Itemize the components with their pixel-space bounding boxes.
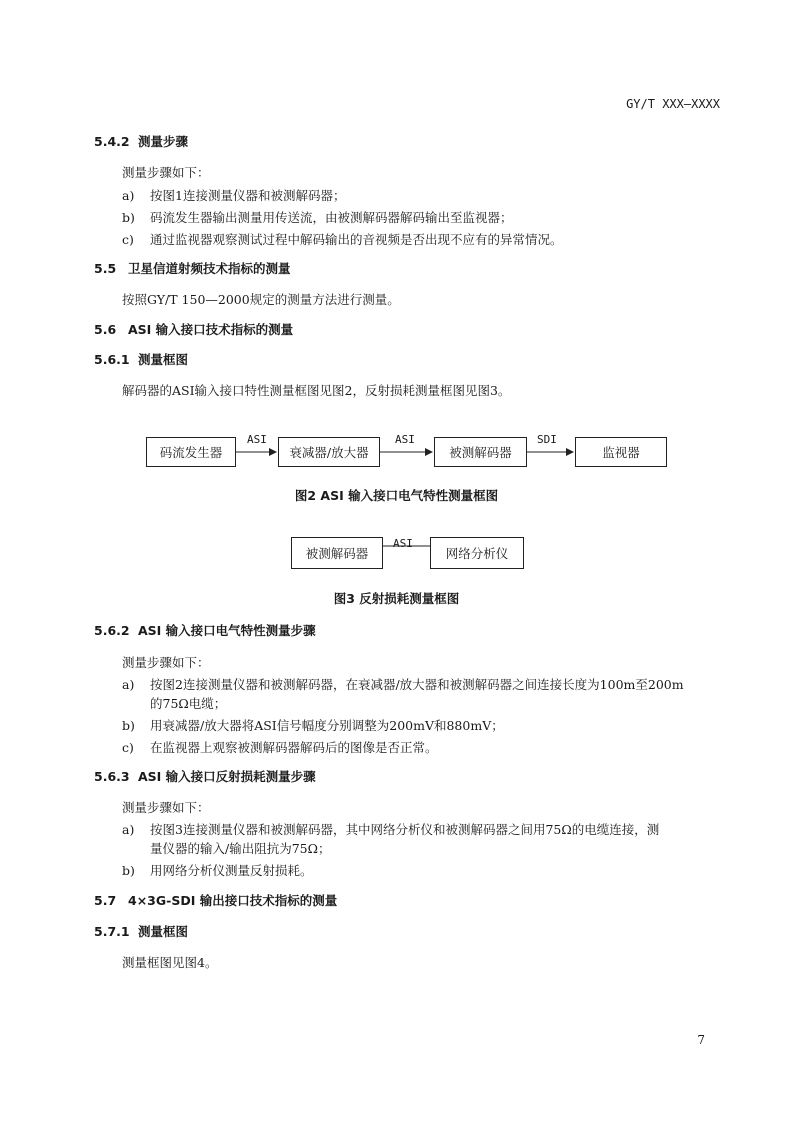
list-text: 码流发生器输出测量用传送流，由被测解码器解码输出至监视器； bbox=[150, 210, 513, 225]
monitor-box: 监视器 bbox=[575, 437, 667, 467]
section-title: 测量框图 bbox=[138, 924, 189, 939]
section-number: 5.6.3 bbox=[94, 769, 130, 784]
signal-generator-box: 码流发生器 bbox=[146, 437, 236, 467]
link-label-asi: ASI bbox=[395, 433, 415, 446]
list-marker: b) bbox=[122, 210, 135, 225]
link-label-asi: ASI bbox=[247, 433, 267, 446]
figure-2-caption: 图2 ASI 输入接口电气特性测量框图 bbox=[294, 488, 499, 503]
list-marker: b) bbox=[122, 863, 135, 878]
list-text: 用网络分析仪测量反射损耗。 bbox=[150, 863, 313, 878]
attenuator-amplifier-box: 衰减器/放大器 bbox=[278, 437, 380, 467]
page-number: 7 bbox=[697, 1033, 705, 1047]
section-number: 5.6.2 bbox=[94, 623, 130, 638]
section-5-6-2-heading bbox=[94, 621, 316, 639]
list-marker: b) bbox=[122, 718, 135, 733]
section-title: 4×3G-SDI 输出接口技术指标的测量 bbox=[128, 893, 338, 908]
list-item bbox=[122, 861, 313, 879]
section-title: ASI 输入接口电气特性测量步骤 bbox=[138, 623, 316, 638]
list-marker: a) bbox=[122, 188, 135, 203]
section-5-7-1-heading bbox=[94, 922, 188, 940]
document-code: GY/T XXX—XXXX bbox=[626, 97, 720, 111]
list-item-continuation: 量仪器的输入/输出阻抗为75Ω； bbox=[150, 841, 331, 856]
list-marker: c) bbox=[122, 232, 134, 247]
section-number: 5.5 bbox=[94, 261, 117, 276]
decoder-under-test-box: 被测解码器 bbox=[291, 537, 383, 569]
link-label-sdi: SDI bbox=[537, 433, 557, 446]
section-title: 卫星信道射频技术指标的测量 bbox=[128, 261, 291, 276]
list-text: 在监视器上观察被测解码器解码后的图像是否正常。 bbox=[150, 740, 438, 755]
figure-3-caption: 图3 反射损耗测量框图 bbox=[333, 591, 460, 606]
list-text: 按图3连接测量仪器和被测解码器，其中网络分析仪和被测解码器之间用75Ω的电缆连接，测 bbox=[150, 822, 660, 837]
paragraph: 测量框图见图4。 bbox=[122, 955, 218, 970]
section-5-7-heading bbox=[94, 891, 337, 909]
link-label-asi: ASI bbox=[393, 537, 413, 550]
list-text: 按图2连接测量仪器和被测解码器，在衰减器/放大器和被测解码器之间连接长度为100m至200m bbox=[150, 677, 684, 692]
paragraph: 测量步骤如下： bbox=[122, 800, 210, 815]
section-title: 测量步骤 bbox=[138, 134, 189, 149]
section-number: 5.7.1 bbox=[94, 924, 130, 939]
section-number: 5.6 bbox=[94, 322, 117, 337]
decoder-under-test-box: 被测解码器 bbox=[434, 437, 527, 467]
list-item bbox=[122, 716, 504, 734]
section-number: 5.7 bbox=[94, 893, 117, 908]
list-text: 按图1连接测量仪器和被测解码器； bbox=[150, 188, 346, 203]
list-marker: a) bbox=[122, 822, 135, 837]
list-item bbox=[122, 820, 659, 838]
list-text: 用衰减器/放大器将ASI信号幅度分别调整为200mV和880mV； bbox=[150, 718, 504, 733]
section-number: 5.4.2 bbox=[94, 134, 130, 149]
section-title: 测量框图 bbox=[138, 352, 189, 367]
paragraph: 测量步骤如下： bbox=[122, 165, 210, 180]
section-title: ASI 输入接口反射损耗测量步骤 bbox=[138, 769, 316, 784]
section-number: 5.6.1 bbox=[94, 352, 130, 367]
list-text: 通过监视器观察测试过程中解码输出的音视频是否出现不应有的异常情况。 bbox=[150, 232, 563, 247]
list-item bbox=[122, 675, 684, 693]
list-marker: c) bbox=[122, 740, 134, 755]
section-title: ASI 输入接口技术指标的测量 bbox=[128, 322, 294, 337]
list-item bbox=[122, 738, 438, 756]
list-marker: a) bbox=[122, 677, 135, 692]
paragraph: 解码器的ASI输入接口特性测量框图见图2，反射损耗测量框图见图3。 bbox=[122, 383, 511, 398]
network-analyzer-box: 网络分析仪 bbox=[430, 537, 524, 569]
list-item-continuation: 的75Ω电缆； bbox=[150, 696, 227, 711]
paragraph: 按照GY/T 150—2000规定的测量方法进行测量。 bbox=[122, 292, 400, 307]
paragraph: 测量步骤如下： bbox=[122, 655, 210, 670]
section-5-6-3-heading bbox=[94, 767, 316, 785]
